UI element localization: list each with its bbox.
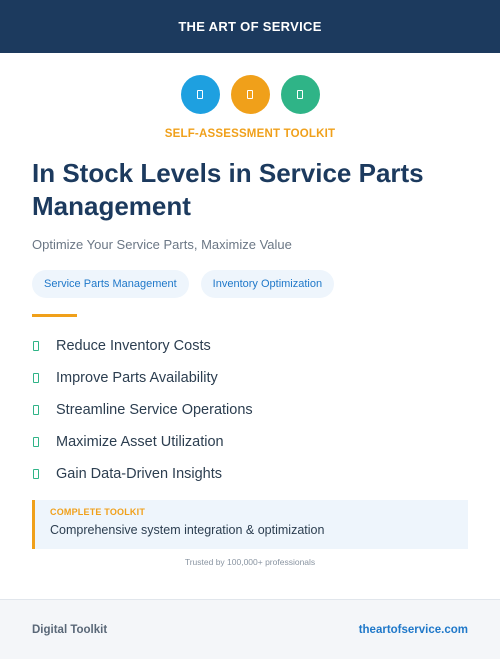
toolkit-callout: [32, 500, 468, 549]
benefit-label: Improve Parts Availability: [56, 370, 218, 386]
icon-badge-blue: [181, 75, 220, 114]
benefit-label: Gain Data-Driven Insights: [56, 466, 223, 482]
website-link[interactable]: theartofservice.com: [358, 623, 468, 636]
tag-inventory-optimization: Inventory Optimization: [201, 270, 334, 298]
benefit-label: Maximize Asset Utilization: [56, 434, 224, 450]
benefit-item: [32, 362, 253, 394]
benefit-item: [32, 394, 253, 426]
check-icon: [33, 373, 39, 383]
benefit-label: Streamline Service Operations: [56, 402, 253, 418]
benefit-item: [32, 426, 253, 458]
document-icon: [247, 90, 253, 99]
footer-bar: [0, 599, 500, 659]
callout-kicker: COMPLETE TOOLKIT: [50, 507, 146, 517]
accent-divider: [32, 314, 77, 317]
check-icon: [33, 469, 39, 479]
tag-list: [32, 270, 334, 298]
document-icon: [197, 90, 203, 99]
toolkit-kicker: SELF-ASSESSMENT TOOLKIT: [164, 128, 336, 140]
benefit-list: [32, 330, 253, 490]
document-icon: [297, 90, 303, 99]
page-subtitle: Optimize Your Service Parts, Maximize Value: [32, 237, 292, 252]
check-icon: [33, 437, 39, 447]
benefit-label: Reduce Inventory Costs: [56, 338, 211, 354]
benefit-item: [32, 458, 253, 490]
trust-note: Trusted by 100,000+ professionals: [184, 557, 316, 567]
header-bar: [0, 0, 500, 53]
callout-text: Comprehensive system integration & optimization: [50, 523, 325, 537]
check-icon: [33, 341, 39, 351]
icon-row: [0, 75, 500, 114]
tag-service-parts-management: Service Parts Management: [32, 270, 189, 298]
icon-badge-orange: [231, 75, 270, 114]
benefit-item: [32, 330, 253, 362]
check-icon: [33, 405, 39, 415]
page-title: In Stock Levels in Service Parts Management: [32, 158, 424, 221]
footer-label: Digital Toolkit: [32, 623, 108, 636]
icon-badge-green: [281, 75, 320, 114]
brand-title: THE ART OF SERVICE: [178, 19, 322, 34]
